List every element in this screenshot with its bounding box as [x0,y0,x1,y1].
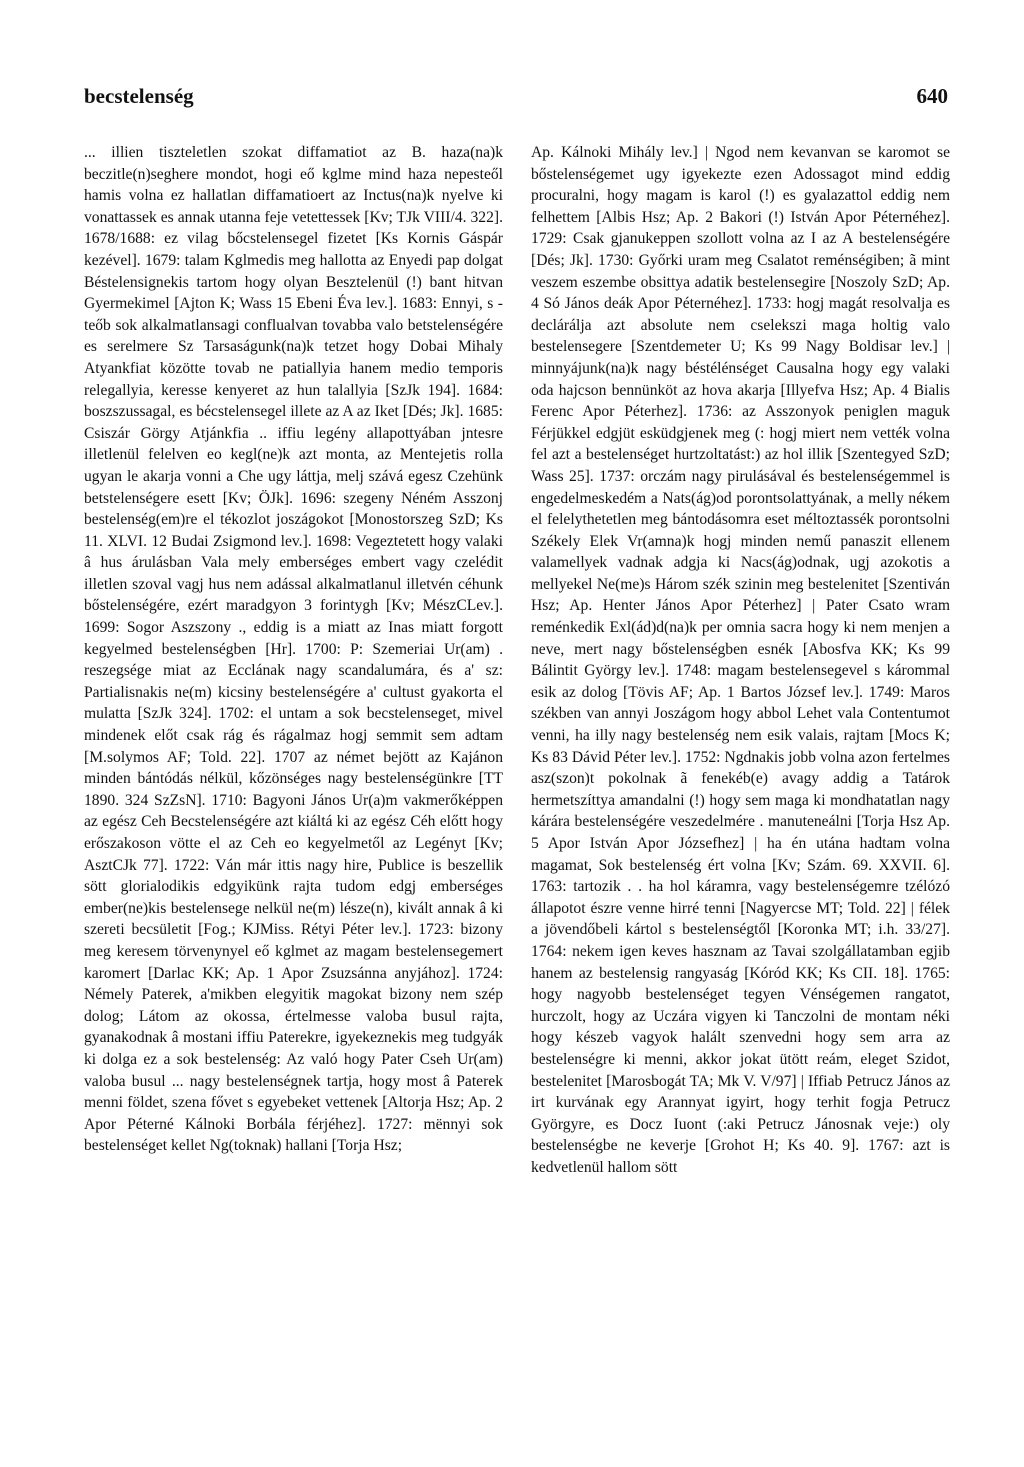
right-column-text: Ap. Kálnoki Mihály lev.] | Ngod nem kevanvan se karomot se bőstelenségemet ugy igyekezte ezen Adossagot mind eddig procuralni, hogy magam is karol (!) es gyalazattol eddig nem felhettem [Albis Hsz; Ap. 2 Bakori (!) István Apor Péternéhez]. 1729: Csak gjanukeppen szollott volna az I az A bestelenségére [Dés; Jk]. 1730: Győrki uram meg Csalatot reménségiben; ã mint veszem eszembe obsittya adatik bestelensegire [Noszoly SzD; Ap. 4 Só János deák Apor Péternéhez]. 1733: hogj magát resolvalja es declárálja azt absolute nem cselekszi maga holtig valo bestelensegere [Szentdemeter U; Ks 99 Nagy Boldisar lev.] | minnyájunk(na)k nagy béstélénséget Causalna hogy egy valaki oda hajcson bennünköt az hova akarja [Illyefva Hsz; Ap. 4 Bialis Ferenc Apor Péterhez]. 1736: az Asszonyok peniglen maguk Férjükkel edgjüt esküdgjenek meg (: hogj miert nem vették volna fel azt a bestelenséget hurtzoltatást:) az hol illik [Szentegyed SzD; Wass 25]. 1737: orczám nagy pirulásával és bestelenségemmel is engedelmeskedém a Nats(ág)od porontsolattyának, a melly nékem el felelythetetlen meg bántodásomra eset méltoztassék porontsolni Székely Elek Vr(amna)k hogj minden nemű panaszit ellenem valamellyek vadnak adgja ki Nacs(ág)odnak, ugj azokotis a mellyekel Ne(me)s Három szék szinin meg bestelenitet [Szentiván Hsz; Ap. Henter János Apor Péterhez] | Pater Csato wram reménkedik Exl(ád)d(na)k per omnia sacra hogy ki nem menjen a neve, mert nagy bőstelenségben esnék [Abosfva KK; Ks 99 Bálintit György lev.]. 1748: magam bestelensegevel s kárommal esik az dolog [Tövis AF; Ap. 1 Bartos József lev.]. 1749: Maros székben van annyi Joszágom hogy abbol Lehet vala Contentumot venni, ha illy nagy bestelenség nem esik valais, rajtam [Mocs K; Ks 83 Dávid Péter lev.]. 1752: Ngdnakis jobb volna azon fertelmes asz(szon)t pokolnak ã fenekéb(e) avagy addig a Tatárok hermetszíttya amandalni (!) hogy sem maga ki mondhatatlan nagy kárára bestelenségére veszedelmére . manuteneálni [Torja Hsz Ap. 5 Apor István Apor Józsefhez] | ha én utána hadtam volna magamat, Sok bestelenség ért volna [Kv; Szám. 69. XXVII. 6]. 1763: tartozik . . ha hol káramra, vagy bestelenségemre tzélózó állapotot észre venne hirré tenni [Nagyercse MT; Told. 22] | félek a jövendőbeli kártol s bestelenségtől [Koronka MT; i.h. 33/27]. 1764: nekem igen keves hasznam az Tavai szolgállatamban egjib hanem az bestelensig rangyaság [Kóród KK; Ks CII. 18]. 1765: hogy nagyobb bestelenséget tegyen Vénségemen rangatot, hurczolt, hogy az Uczára vigyen ki Tanczolni de montam néki hogy készeb vagyok halált szenvedni hogy sem arra az bestelenségre ki menni, akkor jokat ütött reám, eleget Szidot, bestelenitet [Marosbogát TA; Mk V. V/97] | Iffiab Petrucz János az irt kurvának egy Arannyat igyirt, hogy terhit fogja Petrucz Györgyre, es Docz Iuont (:aki Petrucz Jánosnak veje:) oly bestelenségbe ne keverje [Grohot H; Ks 40. 9]. 1767: azt is kedvetlenül hallom sött [531,144,950,1176]
left-column [84,142,503,1157]
running-head [84,84,948,118]
left-column-text: ... illien tiszteletlen szokat diffamatiot az B. haza(na)k beczitle(n)seghere mondot, hogi eő kglme mind haza nepesteől hamis volna ez hallatlan diffamatioert az Inctus(na)k nyelve ki vonattassek es annak utanna feje vetettessek [Kv; TJk VIII/4. 322]. 1678/1688: ez vilag bőcstelensegel fizetet [Ks Kornis Gáspár kezével]. 1679: talam Kglmedis meg hallotta az Enyedi pap dolgat Béstelensignekis tartom hogy olyan Besztelenül (!) bant hitvan Gyermekimel [Ajton K; Wass 15 Ebeni Éva lev.]. 1683: Ennyi, s -teőb sok alkalmatlansagi conflualvan tovabba valo betstelenségére es serelmere Sz Tarsaságunk(na)k tetzet hogy Dobai Mihaly Atyankfiat közötte tovab ne patiallyia hanem medio temporis relegallyia, keresse kenyeret az hun talallyia [SzJk 194]. 1684: boszszussagal, es bécstelensegel illete az A az Iket [Dés; Jk]. 1685: Csiszár Görgy Atjánkfia .. iffiu legény allapottyában jntesre illetlenül felelven eo kegl(ne)k azt monta, az Mentejetis rolla ugyan le akarja vonni a Che ugy láttja, melj szává egesz Czehünk betstelenségere esett [Kv; ÖJk]. 1696: szegeny Néném Asszonj bestelenség(em)re el tékozlot joszágokot [Monostorszeg SzD; Ks 11. XLVI. 12 Budai Zsigmond lev.]. 1698: Vegeztetett hogy valaki â hus árulásban Vala mely emberséges embert vagy czelédit illetlen szoval vagj hus nem adással alkalmatlanul illetvén céhunk bőstelenségére, ezért maradgyon 3 forintygh [Kv; MészCLev.]. 1699: Sogor Aszszony ., eddig is a miatt az Inas miatt forgott kegyelmed bestelenségben [Hr]. 1700: P: Szemeriai Ur(am) . reszegsége miat az Ecclának nagy scandalumára, és a' sz: Partialisnakis ne(m) kicsiny bestelenségére a' cultust gyakorta el mulatta [SzJk 324]. 1702: el untam a sok becstelenseget, mivel mindenek előt csak rág és rágalmaz hogj semmit sem adtam [M.solymos AF; Told. 22]. 1707 az német bejött az Kajánon minden bántódás nélkül, kőzönséges nagy bestelenségünkre [TT 1890. 324 SzZsN]. 1710: Bagyoni János Ur(a)m vakmerőképpen az egész Ceh Becstelenségére azt kiáltá ki az egész Céh előtt hogy erőszakoson vötte el az Ceh eo kegyelmetől az Legényt [Kv; AsztCJk 77]. 1722: Ván már ittis nagy hire, Publice is beszellik sött glorialodikis edgyikünk rajta tudom edgj emberséges ember(ne)kis bestelensege nelkül ne(m) lésze(n), kivált annak â ki szereti becsületit [Fog.; KJMiss. Rétyi Péter lev.]. 1723: bizony meg keresem törvenynyel eő kglmet az magam bestelensegemert karomert [Darlac KK; Ap. 1 Apor Zsuzsánna anyjához]. 1724: Némely Paterek, a'mikben elegyitik magokat bizony nem szép dolog; Látom az okossa, értelmesse valoba busul rajta, gyanakodnak â mostani iffiu Paterekre, igyekeznekis meg tudgyák ki dolga ez a sok bestelenség: Az való hogy Pater Cseh Ur(am) valoba busul ... nagy bestelenségnek tartja, hogy most â Paterek menni földet, szena fővet s egyebeket vettenek [Altorja Hsz; Ap. 2 Apor Péterné Kálnoki Borbála férjéhez]. 1727: mënnyi sok bestelenséget kellet Ng(toknak) hallani [Torja Hsz; [84,144,503,1155]
headword: becstelenség [84,84,194,108]
page-number: 640 [916,84,948,108]
right-column [531,142,950,1179]
